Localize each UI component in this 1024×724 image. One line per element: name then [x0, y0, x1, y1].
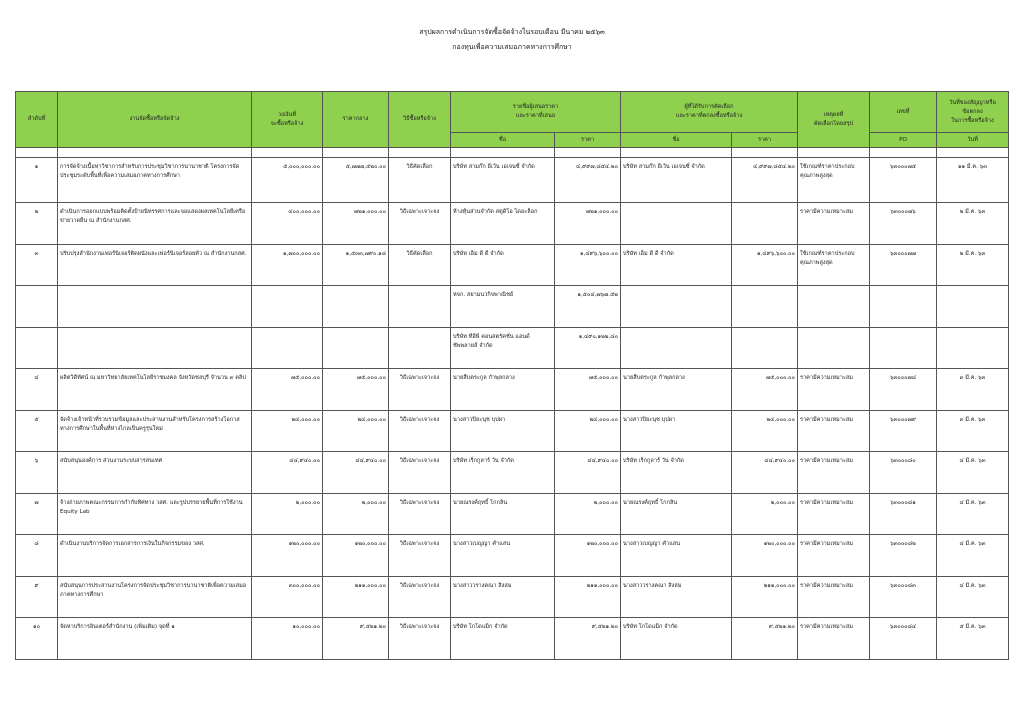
cell-budget: ๓๐๐,๐๐๐.๐๐	[252, 576, 323, 618]
cell-bidder-name: นายณรงค์ฤทธิ์ โกกลิน	[451, 493, 555, 535]
cell-selected-price	[732, 327, 798, 369]
cell-budget: ๔๐๐,๐๐๐.๐๐	[252, 203, 323, 245]
cell-work: จ้างถ่ายภาพคณะกรรมการกำกับทิศทาง วสศ. และรูปบรรยายพื้นที่การใช้งาน Equity Lab	[58, 493, 252, 535]
cell-median: ๗๕,๐๐๐.๐๐	[323, 369, 389, 411]
cell-method: วิธีเฉพาะเจาะจง	[389, 535, 451, 577]
header-median: ราคากลาง	[323, 92, 389, 148]
cell-work	[58, 286, 252, 328]
cell-selected-name	[621, 286, 732, 328]
cell-selected-price: ๙,๕๒๑.๒๐	[732, 618, 798, 660]
cell-date: ๓ มี.ค. ๖๓	[937, 369, 1009, 411]
cell-median: ๒๔,๐๐๐.๐๐	[323, 410, 389, 452]
cell-date: ๓ มี.ค. ๖๓	[937, 410, 1009, 452]
table-row	[16, 452, 1009, 494]
cell-work: สนับสนุนองค์การ ส่วนงานระบบสารสนเทศ	[58, 452, 252, 494]
cell-no: ๕	[16, 410, 58, 452]
table-row	[16, 576, 1009, 618]
header-selected: ผู้ที่ได้รับการคัดเลือก และราคาที่ตกลงซื้อหรือจ้าง	[621, 92, 798, 133]
header-po: PO	[870, 133, 937, 148]
cell-selected-name: บริษัท เร็กกูลาร์ วัน จำกัด	[621, 452, 732, 494]
cell-reason: ราคามีความเหมาะสม	[798, 576, 870, 618]
cell-po	[870, 286, 937, 328]
cell-selected-name: นางสาวปิยะนุช บุปผา	[621, 410, 732, 452]
cell-budget: ๗๕,๐๐๐.๐๐	[252, 369, 323, 411]
header-selected-price: ราคา	[732, 133, 798, 148]
report-subtitle: กองทุนเพื่อความเสมอภาคทางการศึกษา	[452, 43, 572, 51]
cell-method: วิธีเฉพาะเจาะจง	[389, 576, 451, 618]
cell-selected-name	[621, 203, 732, 245]
cell-method: วิธีเฉพาะเจาะจง	[389, 369, 451, 411]
table-row	[16, 203, 1009, 245]
cell-selected-name: นายณรงค์ฤทธิ์ โกกลิน	[621, 493, 732, 535]
cell-bidder-price: ๔๔,๙๔๐.๐๐	[555, 452, 621, 494]
cell-reason: ใช้เกณฑ์ราคาประกอบคุณภาพสูงสุด	[798, 244, 870, 286]
cell-median: ๙,๕๒๑.๒๐	[323, 618, 389, 660]
cell-method: วิธีคัดเลือก	[389, 244, 451, 286]
cell-selected-name: นางสาวเบญญา คำแสน	[621, 535, 732, 577]
cell-bidder-name: บริษัท ทีอีพี คอนสตรัคชั่น แอนด์ ซัพพลายส์ จำกัด	[451, 327, 555, 369]
cell-bidder-price: ๙,๕๒๑.๒๐	[555, 618, 621, 660]
cell-reason: ราคามีความเหมาะสม	[798, 618, 870, 660]
cell-reason	[798, 327, 870, 369]
cell-no: ๙	[16, 576, 58, 618]
cell-bidder-price: ๑,๔๙๖,๖๐๐.๐๐	[555, 244, 621, 286]
cell-method: วิธีคัดเลือก	[389, 158, 451, 203]
cell-selected-name: บริษัท เอ็ม ดี ดี จำกัด	[621, 244, 732, 286]
cell-method	[389, 327, 451, 369]
cell-selected-name: บริษัท โกโดแม็ก จำกัด	[621, 618, 732, 660]
cell-selected-price: ๔,๙๙๗,๘๕๔.๒๐	[732, 158, 798, 203]
cell-selected-price: ๗๕,๐๐๐.๐๐	[732, 369, 798, 411]
header-date: วันที่	[937, 133, 1009, 148]
cell-work: จัดจ้างเจ้าหน้าที่รวบรวมข้อมูลและประสานงานสำหรับโครงการสร้างโอกาสทางการศึกษาในพื้นที่ห่างไกลเป็นครูรุ่นใหม่	[58, 410, 252, 452]
header-budget: วงเงินที่ จะซื้อหรือจ้าง	[252, 92, 323, 148]
cell-budget: ๑๒๐,๐๐๐.๐๐	[252, 535, 323, 577]
cell-date	[937, 286, 1009, 328]
cell-po	[870, 327, 937, 369]
cell-work	[58, 327, 252, 369]
cell-selected-name	[621, 327, 732, 369]
cell-selected-price: ๑,๔๙๖,๖๐๐.๐๐	[732, 244, 798, 286]
header-selected-name: ชื่อ	[621, 133, 732, 148]
header-contract: วันที่ของสัญญาหรือ ข้อตกลง ในการซื้อหรือจ้าง	[937, 92, 1009, 133]
spacer-row	[16, 148, 1009, 158]
cell-date: ๒ มี.ค. ๖๓	[937, 203, 1009, 245]
cell-bidder-name: ห้างหุ้นส่วนจำกัด สตูดิโอ ไดอะล็อก	[451, 203, 555, 245]
cell-selected-price	[732, 203, 798, 245]
cell-po: ๖๓๐๐๐๘๐	[870, 452, 937, 494]
header-bidders: รายชื่อผู้เสนอราคา และราคาที่เสนอ	[451, 92, 621, 133]
cell-median	[323, 286, 389, 328]
cell-bidder-name: นางสาววรางคณา สิงสม	[451, 576, 555, 618]
cell-budget: ๑๐,๐๐๐.๐๐	[252, 618, 323, 660]
header-number: เลขที่	[870, 92, 937, 133]
cell-po: ๖๓๐๐๐๘๑	[870, 493, 937, 535]
cell-bidder-name: บริษัท เร็กกูลาร์ วัน จำกัด	[451, 452, 555, 494]
cell-work: การจัดจ้างเนื้อหาวิชาการสำหรับการประชุมวิชาการนานาชาติ โครงการจัดประชุมระดับพื้นที่เพื่อความเสมอภาคทางการศึกษา	[58, 158, 252, 203]
table-row	[16, 369, 1009, 411]
cell-no: ๘	[16, 535, 58, 577]
cell-budget: ๒๔,๐๐๐.๐๐	[252, 410, 323, 452]
header-method: วิธีซื้อหรือจ้าง	[389, 92, 451, 148]
cell-bidder-price: ๒,๐๐๐.๐๐	[555, 493, 621, 535]
cell-date: ๑๑ มี.ค. ๖๓	[937, 158, 1009, 203]
cell-median: ๑๒๐,๐๐๐.๐๐	[323, 535, 389, 577]
cell-selected-name: บริษัท สามก๊ก อีเว้น เอเจนซี่ จำกัด	[621, 158, 732, 203]
cell-work: ผลิตวิดีทัศน์ ณ มหาวิทยาลัยเทคโนโลยีราชมงคล จังหวัดชลบุรี จำนวน ๓ คลิป	[58, 369, 252, 411]
cell-median: ๗๒๑,๐๐๐.๐๐	[323, 203, 389, 245]
cell-bidder-price: ๔,๙๙๗,๘๕๔.๒๐	[555, 158, 621, 203]
cell-budget	[252, 286, 323, 328]
cell-no: ๗	[16, 493, 58, 535]
table-row	[16, 410, 1009, 452]
cell-reason: ราคามีความเหมาะสม	[798, 493, 870, 535]
cell-budget: ๑,๗๐๐,๐๐๐.๐๐	[252, 244, 323, 286]
cell-no: ๖	[16, 452, 58, 494]
cell-reason: ราคามีความเหมาะสม	[798, 535, 870, 577]
cell-method: วิธีเฉพาะเจาะจง	[389, 618, 451, 660]
cell-bidder-price: ๑๒๐,๐๐๐.๐๐	[555, 535, 621, 577]
cell-budget: ๕,๐๐๐,๐๐๐.๐๐	[252, 158, 323, 203]
cell-bidder-price: ๑,๕๐๔,๗๖๗.๕๒	[555, 286, 621, 328]
cell-no: ๒	[16, 203, 58, 245]
cell-bidder-name: หจก. สยามนวกิจพาณิชย์	[451, 286, 555, 328]
cell-no: ๑	[16, 158, 58, 203]
cell-po: ๖๓๐๐๐๗๕	[870, 158, 937, 203]
cell-date: ๔ มี.ค. ๖๓	[937, 576, 1009, 618]
cell-selected-price	[732, 286, 798, 328]
cell-selected-price: ๔๔,๙๔๐.๐๐	[732, 452, 798, 494]
cell-no	[16, 327, 58, 369]
header-work: งานจัดซื้อหรือจัดจ้าง	[58, 92, 252, 148]
report-title: สรุปผลการดำเนินการจัดซื้อจัดจ้างในรอบเดือน มีนาคม ๒๕๖๓	[419, 28, 605, 36]
cell-po: ๖๓๐๐๐๘๒	[870, 535, 937, 577]
cell-selected-price: ๒๑๑,๐๐๐.๐๐	[732, 576, 798, 618]
cell-median: ๒,๐๐๐.๐๐	[323, 493, 389, 535]
cell-no: ๑๐	[16, 618, 58, 660]
cell-median: ๒๑๑,๐๐๐.๐๐	[323, 576, 389, 618]
cell-median	[323, 327, 389, 369]
cell-work: ปรับปรุงสำนักงานเฟอร์นิเจอร์ติดผนังและเฟอร์นิเจอร์ลอยตัว ณ สำนักงานกสศ.	[58, 244, 252, 286]
header-bidder-price: ราคา	[555, 133, 621, 148]
cell-method	[389, 286, 451, 328]
cell-po: ๖๓๐๐๐๘๓	[870, 576, 937, 618]
cell-bidder-price: ๗๕,๐๐๐.๐๐	[555, 369, 621, 411]
cell-po: ๖๓๐๐๐๘๔	[870, 618, 937, 660]
cell-bidder-price: ๗๒๑,๐๐๐.๐๐	[555, 203, 621, 245]
cell-reason	[798, 286, 870, 328]
cell-bidder-name: นางสาวเบญญา คำแสน	[451, 535, 555, 577]
cell-method: วิธีเฉพาะเจาะจง	[389, 410, 451, 452]
cell-bidder-name: บริษัท สามก๊ก อีเว้น เอเจนซี่ จำกัด	[451, 158, 555, 203]
cell-po: ๖๓๐๐๐๗๖	[870, 203, 937, 245]
cell-selected-name: นางสาววรางคณา สิงสม	[621, 576, 732, 618]
cell-po: ๖๓๐๐๐๗๘	[870, 369, 937, 411]
cell-po: ๖๓๐๐๐๗๗	[870, 244, 937, 286]
cell-date: ๔ มี.ค. ๖๓	[937, 493, 1009, 535]
cell-no: ๓	[16, 244, 58, 286]
cell-date: ๔ มี.ค. ๖๓	[937, 535, 1009, 577]
cell-work: สนับสนุนการประสานงานโครงการจัดประชุมวิชาการนานาชาติเพื่อความเสมอภาคทางการศึกษา	[58, 576, 252, 618]
procurement-table	[15, 91, 1009, 660]
cell-work: จัดหาบริการอินเตอร์สำนักงาน (เพิ่มเติม) จุดที่ ๑	[58, 618, 252, 660]
cell-median: ๑,๕๓๓,๗๙๐.๑๘	[323, 244, 389, 286]
cell-no	[16, 286, 58, 328]
cell-reason: ใช้เกณฑ์ราคาประกอบคุณภาพสูงสุด	[798, 158, 870, 203]
header-no: ลำดับที่	[16, 92, 58, 148]
cell-selected-price: ๒,๐๐๐.๐๐	[732, 493, 798, 535]
cell-method: วิธีเฉพาะเจาะจง	[389, 493, 451, 535]
cell-po: ๖๓๐๐๐๗๙	[870, 410, 937, 452]
cell-bidder-name: บริษัท เอ็ม ดี ดี จำกัด	[451, 244, 555, 286]
cell-bidder-price: ๑,๔๙๐,๑๒๒.๘๐	[555, 327, 621, 369]
table-row	[16, 618, 1009, 660]
cell-budget: ๔๔,๙๔๐.๐๐	[252, 452, 323, 494]
cell-reason: ราคามีความเหมาะสม	[798, 410, 870, 452]
cell-bidder-name: นางสาวปิยะนุช บุปผา	[451, 410, 555, 452]
cell-median: ๔๔,๙๔๐.๐๐	[323, 452, 389, 494]
table-row	[16, 244, 1009, 286]
cell-bidder-price: ๒๔,๐๐๐.๐๐	[555, 410, 621, 452]
cell-work: ดำเนินการออกแบบพร้อมติดตั้งป้ายนิทรรศการและจอแสดงผลเทคโนโลยีเครือข่ายวาดผืน ณ สำนักงานกสศ.	[58, 203, 252, 245]
cell-method: วิธีเฉพาะเจาะจง	[389, 203, 451, 245]
table-row	[16, 535, 1009, 577]
table-row	[16, 286, 1009, 328]
cell-bidder-name: บริษัท โกโดแม็ก จำกัด	[451, 618, 555, 660]
cell-bidder-name: นายสืบตระกูล กำพุลกลาง	[451, 369, 555, 411]
cell-reason: ราคามีความเหมาะสม	[798, 452, 870, 494]
table-row	[16, 158, 1009, 203]
cell-no: ๔	[16, 369, 58, 411]
cell-reason: ราคามีความเหมาะสม	[798, 369, 870, 411]
header-bidder-name: ชื่อ	[451, 133, 555, 148]
cell-work: ดำเนินงานบริการจัดการเอกสารการเงินในกิจกรรมของ วสศ.	[58, 535, 252, 577]
cell-date: ๒ มี.ค. ๖๓	[937, 244, 1009, 286]
cell-budget: ๒,๐๐๐.๐๐	[252, 493, 323, 535]
cell-median: ๕,๗๗๗,๕๒๐.๐๐	[323, 158, 389, 203]
cell-date: ๕ มี.ค. ๖๓	[937, 618, 1009, 660]
cell-selected-price: ๑๒๐,๐๐๐.๐๐	[732, 535, 798, 577]
cell-reason: ราคามีความเหมาะสม	[798, 203, 870, 245]
header-reason: เหตุผลที่ คัดเลือกโดยสรุป	[798, 92, 870, 148]
cell-budget	[252, 327, 323, 369]
cell-bidder-price: ๒๑๑,๐๐๐.๐๐	[555, 576, 621, 618]
cell-selected-price: ๒๔,๐๐๐.๐๐	[732, 410, 798, 452]
cell-method: วิธีเฉพาะเจาะจง	[389, 452, 451, 494]
table-row	[16, 493, 1009, 535]
cell-date	[937, 327, 1009, 369]
cell-date: ๔ มี.ค. ๖๓	[937, 452, 1009, 494]
table-row	[16, 327, 1009, 369]
cell-selected-name: นายสืบตระกูล กำพุลกลาง	[621, 369, 732, 411]
